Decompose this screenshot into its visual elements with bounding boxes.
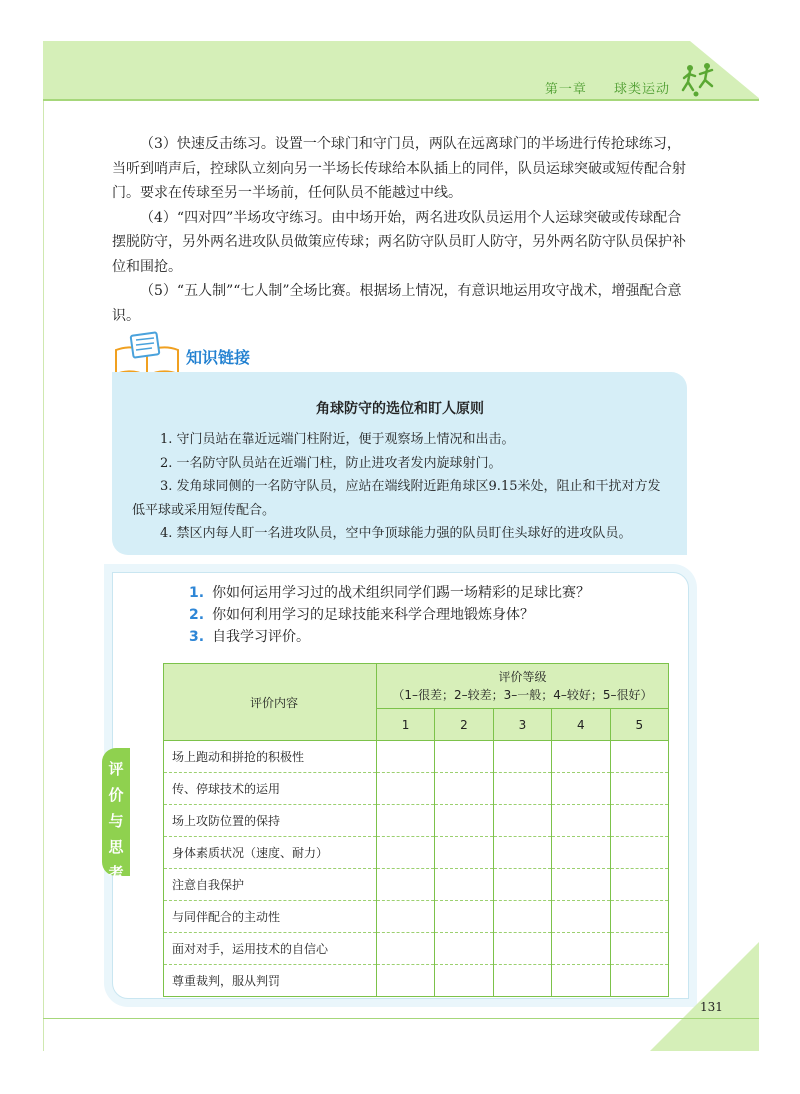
rating-cell[interactable]: [435, 869, 493, 901]
table-row: [164, 901, 669, 933]
row-label: 尊重裁判，服从判罚: [164, 965, 377, 997]
row-label: 面对对手，运用技术的自信心: [164, 933, 377, 965]
list-item: 2. 一名防守队员站在近端门柱，防止进攻者发内旋球射门。: [160, 455, 502, 471]
content-header: 评价内容: [164, 664, 377, 741]
side-tab-label: 评价与思考: [108, 760, 124, 882]
rating-cell[interactable]: [376, 965, 434, 997]
rating-cell[interactable]: [493, 965, 551, 997]
rating-cell[interactable]: [435, 741, 493, 773]
rating-cell[interactable]: [610, 869, 668, 901]
header-divider: [43, 99, 759, 101]
table-row: [164, 965, 669, 997]
rating-cell[interactable]: [610, 901, 668, 933]
table-row: [164, 773, 669, 805]
rating-cell[interactable]: [493, 741, 551, 773]
list-item: 3. 发角球同侧的一名防守队员，应站在端线附近距角球区9.15米处，阻止和干扰对方发低平球或采用短传配合。: [132, 479, 661, 518]
row-label: 传、停球技术的运用: [164, 773, 377, 805]
level-header: 3: [493, 709, 551, 741]
rating-cell[interactable]: [376, 901, 434, 933]
row-label: 与同伴配合的主动性: [164, 901, 377, 933]
rating-cell[interactable]: [435, 933, 493, 965]
table-row: [164, 869, 669, 901]
rating-cell[interactable]: [610, 805, 668, 837]
question-list: [189, 582, 590, 648]
rating-cell[interactable]: [552, 901, 610, 933]
rating-cell[interactable]: [376, 869, 434, 901]
rating-cell[interactable]: [493, 901, 551, 933]
topic-label: 球类运动: [613, 82, 670, 97]
rating-cell[interactable]: [552, 965, 610, 997]
knowledge-link-list: [132, 428, 672, 546]
rating-cell[interactable]: [435, 837, 493, 869]
knowledge-link-heading: 知识链接: [186, 348, 251, 367]
table-row: [164, 837, 669, 869]
rating-cell[interactable]: [376, 773, 434, 805]
self-evaluation-table: [163, 663, 669, 997]
rating-cell[interactable]: [552, 933, 610, 965]
level-header: 1: [376, 709, 434, 741]
rating-cell[interactable]: [552, 869, 610, 901]
rating-cell[interactable]: [493, 837, 551, 869]
row-label: 场上攻防位置的保持: [164, 805, 377, 837]
list-item: 4. 禁区内每人盯一名进攻队员，空中争顶球能力强的队员盯住头球好的进攻队员。: [160, 526, 632, 541]
grade-header: 评价等级 （1–很差；2–较差；3–一般；4–较好；5–很好）: [376, 664, 668, 709]
rating-cell[interactable]: [493, 933, 551, 965]
rating-cell[interactable]: [435, 901, 493, 933]
list-item: 1. 守门员站在靠近远端门柱附近，便于观察场上情况和出击。: [160, 432, 515, 447]
paragraph: （4）“四对四”半场攻守练习。由中场开始，两名进攻队员运用个人运球突破或传球配合摆脱防守，另外两名进攻队员做策应传球；两名防守队员盯人防守，另外两名防守队员保护补位和围抢。: [112, 209, 686, 275]
page-number: 131: [700, 1000, 723, 1014]
chapter-label: 第一章: [544, 82, 587, 97]
rating-cell[interactable]: [610, 773, 668, 805]
question-item: 2. 你如何利用学习的足球技能来科学合理地锻炼身体？: [189, 607, 535, 623]
rating-cell[interactable]: [376, 837, 434, 869]
level-header: 2: [435, 709, 493, 741]
rating-cell[interactable]: [552, 773, 610, 805]
rating-cell[interactable]: [552, 805, 610, 837]
rating-cell[interactable]: [552, 837, 610, 869]
rating-cell[interactable]: [435, 965, 493, 997]
paragraph: （3）快速反击练习。设置一个球门和守门员，两队在远离球门的半场进行传抢球练习，当听到哨声后，控球队立刻向另一半场长传球给本队插上的同伴，队员运球突破或短传配合射门。要求在传球至另一半场前，任何队员不能越过中线。: [112, 136, 686, 201]
knowledge-link-title: 角球防守的选位和盯人原则: [316, 401, 484, 417]
rating-cell[interactable]: [376, 933, 434, 965]
rating-cell[interactable]: [493, 805, 551, 837]
row-label: 身体素质状况（速度、耐力）: [164, 837, 377, 869]
table-row: [164, 741, 669, 773]
body-text: [112, 132, 692, 328]
question-item: 1. 你如何运用学习过的战术组织同学们踢一场精彩的足球比赛？: [189, 585, 591, 601]
rating-cell[interactable]: [493, 773, 551, 805]
rating-cell[interactable]: [435, 773, 493, 805]
table-row: [164, 933, 669, 965]
row-label: 场上跑动和拼抢的积极性: [164, 741, 377, 773]
table-row: [164, 805, 669, 837]
soccer-player-icon: [680, 60, 720, 100]
level-header: 5: [610, 709, 668, 741]
rating-cell[interactable]: [376, 741, 434, 773]
rating-cell[interactable]: [552, 741, 610, 773]
level-header: 4: [552, 709, 610, 741]
rating-cell[interactable]: [493, 869, 551, 901]
paragraph: （5）“五人制”“七人制”全场比赛。根据场上情况，有意识地运用攻守战术，增强配合意识。: [112, 283, 682, 324]
question-item: 3. 自我学习评价。: [189, 629, 311, 645]
running-header: [523, 78, 670, 97]
rating-cell[interactable]: [435, 805, 493, 837]
row-label: 注意自我保护: [164, 869, 377, 901]
footer-corner: [650, 942, 759, 1051]
footer-divider: [43, 1018, 759, 1019]
rating-cell[interactable]: [610, 837, 668, 869]
rating-cell[interactable]: [610, 741, 668, 773]
rating-cell[interactable]: [376, 805, 434, 837]
